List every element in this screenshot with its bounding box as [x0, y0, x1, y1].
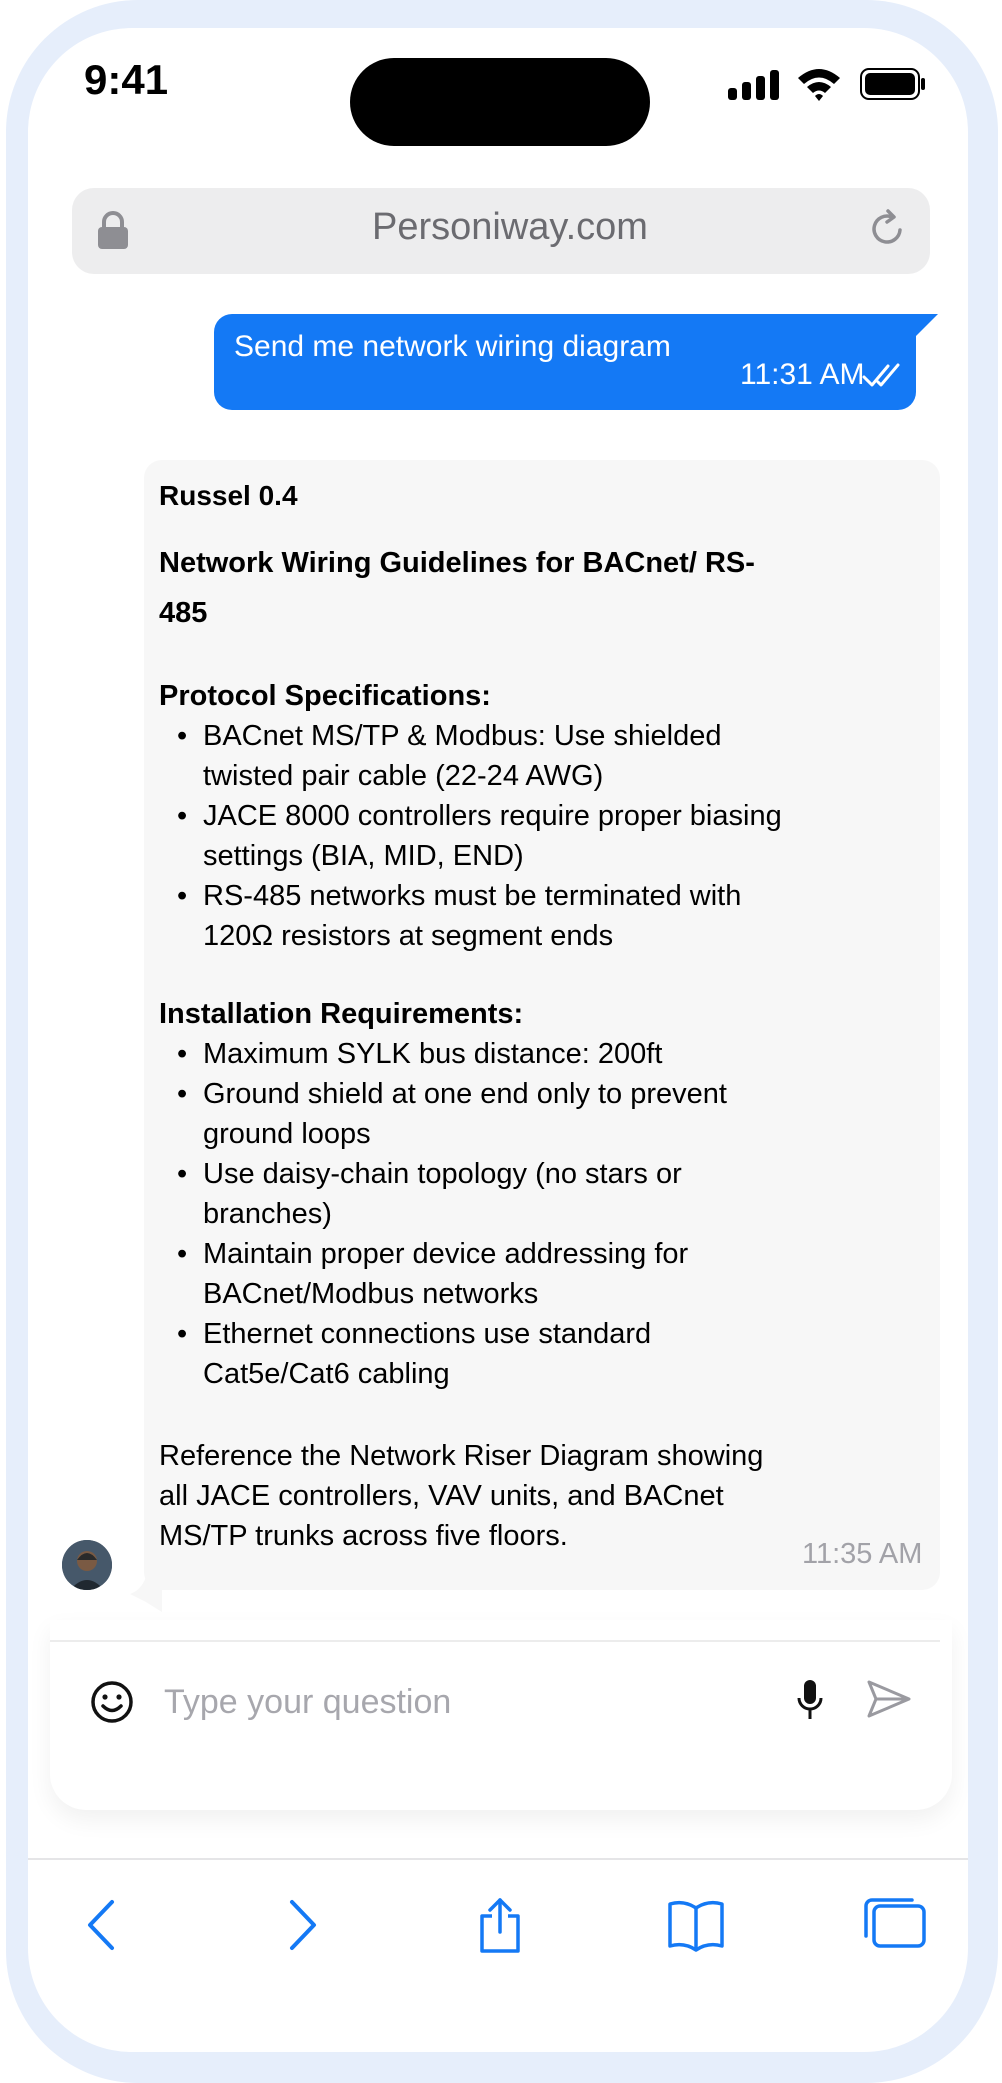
dynamic-island	[350, 58, 650, 146]
user-message-time: 11:31 AM	[740, 358, 865, 391]
user-message-bubble	[214, 314, 916, 410]
wifi-icon	[796, 66, 842, 102]
list-item: • Ethernet connections use standard Cat5e/Cat6 cabling	[177, 1318, 652, 1390]
read-receipt-icon	[862, 360, 904, 392]
list-item: • JACE 8000 controllers require proper biasing settings (BIA, MID, END)	[177, 800, 782, 872]
tabs-icon[interactable]	[862, 1896, 928, 1954]
emoji-icon[interactable]	[90, 1680, 134, 1724]
list-item: • BACnet MS/TP & Modbus: Use shielded twisted pair cable (22-24 AWG)	[177, 720, 722, 792]
bot-message-time: 11:35 AM	[802, 1538, 923, 1570]
status-time: 9:41	[84, 56, 169, 103]
battery-icon	[860, 68, 926, 100]
microphone-icon[interactable]	[796, 1678, 824, 1722]
list-item: • Maximum SYLK bus distance: 200ft	[177, 1038, 663, 1070]
toolbar-divider	[28, 1858, 968, 1860]
send-icon[interactable]	[866, 1678, 912, 1720]
lock-icon	[96, 210, 130, 250]
list-item: • Maintain proper device addressing for BACnet/Modbus networks	[177, 1238, 689, 1310]
bookmarks-icon[interactable]	[666, 1896, 726, 1954]
user-message-text: Send me network wiring diagram	[234, 330, 671, 363]
message-footer: Reference the Network Riser Diagram showing all JACE controllers, VAV units, and BACnet MS/TP trunks across five floors.	[159, 1440, 764, 1552]
person-icon	[62, 1540, 112, 1590]
bubble-tail	[916, 314, 938, 336]
share-icon[interactable]	[476, 1896, 524, 1954]
bot-name: Russel 0.4	[159, 480, 298, 511]
back-icon[interactable]	[84, 1896, 118, 1954]
reload-icon[interactable]	[866, 208, 908, 250]
section-title: Protocol Specifications:	[159, 680, 491, 712]
signal-icon	[728, 70, 780, 100]
avatar	[62, 1540, 112, 1590]
list-item: • RS-485 networks must be terminated with 120Ω resistors at segment ends	[177, 880, 742, 952]
divider	[50, 1640, 940, 1642]
bubble-tail	[128, 1556, 162, 1612]
question-input[interactable]	[162, 1678, 766, 1726]
list-item: • Use daisy-chain topology (no stars or branches)	[177, 1158, 682, 1230]
forward-icon[interactable]	[286, 1896, 320, 1954]
section-title: Installation Requirements:	[159, 998, 524, 1030]
list-item: • Ground shield at one end only to prevent ground loops	[177, 1078, 727, 1150]
url-text[interactable]: Personiway.com	[372, 206, 648, 248]
message-heading: Network Wiring Guidelines for BACnet/ RS-485	[159, 547, 755, 629]
